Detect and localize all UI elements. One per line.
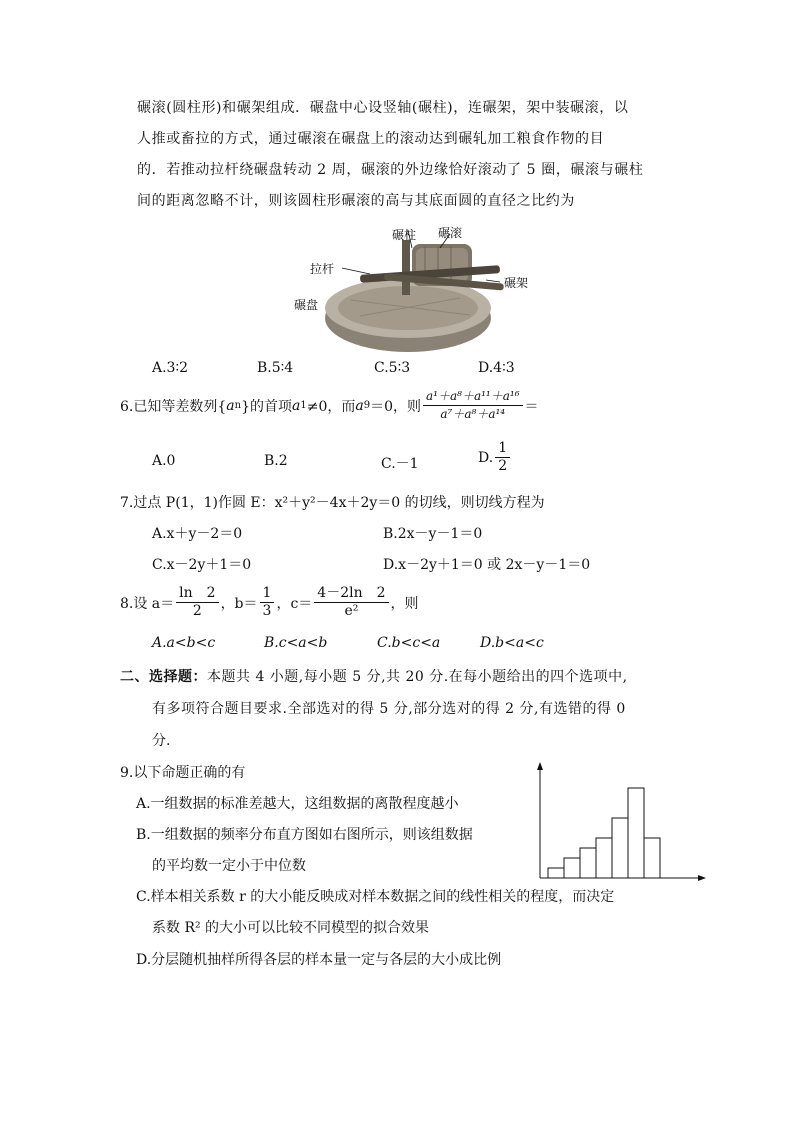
- q9-option-b-line-2: 的平均数一定小于中位数: [152, 858, 306, 874]
- q6-option-c: C.－1: [381, 456, 419, 472]
- q6-a: a: [226, 397, 235, 414]
- q8-b-den: 3: [262, 603, 272, 619]
- histogram-bar: [612, 818, 628, 878]
- histogram-bar: [580, 848, 596, 878]
- q6-a9-sub: 9: [363, 400, 371, 411]
- q8-option-a: A.a<b<c: [152, 635, 216, 651]
- q7-option-a: A.x＋y－2＝0: [152, 526, 243, 542]
- q9-option-a: A.一组数据的标准差越大，这组数据的离散程度越小: [136, 796, 459, 812]
- q6-a1-sub: 1: [300, 400, 307, 411]
- q8-c-num: 4－2ln 2: [314, 585, 388, 603]
- q5-line-4: 间的距离忽略不计，则该圆柱形碾滚的高与其底面圆的直径之比约为: [137, 193, 575, 209]
- q6-option-b: B.2: [264, 453, 288, 469]
- histogram-bars: [548, 788, 660, 878]
- q8-suffix: ，则: [390, 595, 419, 612]
- section2-line1-rest: 本题共 4 小题,每小题 5 分,共 20 分.在每小题给出的四个选项中,: [207, 669, 628, 685]
- q7-option-d: D.x－2y＋1＝0 或 2x－y－1＝0: [383, 557, 591, 573]
- q9-stem: 9.以下命题正确的有: [120, 765, 246, 781]
- q8-stem: [120, 585, 419, 620]
- q7-stem: 7.过点 P(1，1)作圆 E：x²＋y²－4x＋2y＝0 的切线，则切线方程为: [120, 495, 545, 511]
- x-axis-arrow-icon: [698, 875, 706, 881]
- q6-option-d-prefix: D.: [478, 449, 494, 466]
- q5-line-1: 碾滚(圆柱形)和碾架组成．碾盘中心设竖轴(碾柱)，连碾架，架中装碾滚，以: [137, 100, 629, 116]
- q8-option-d: D.b<a<c: [480, 635, 544, 651]
- histogram-bar: [628, 788, 644, 878]
- q8-b-num: 1: [260, 585, 275, 603]
- q8-option-b: B.c<a<b: [264, 635, 328, 651]
- label-plate: 碾盘: [294, 298, 319, 312]
- q6-n: n: [234, 400, 242, 411]
- q8-c-den: e²: [344, 603, 359, 619]
- section2-line-1: [120, 666, 628, 686]
- q8-b-pre: ，b＝: [220, 595, 258, 612]
- q5-option-c: C.5∶3: [374, 360, 411, 376]
- histogram-bar: [548, 868, 564, 878]
- label-roller: 碾滚: [438, 226, 463, 240]
- q6-mid: }的首项: [241, 398, 292, 415]
- q5-option-d: D.4∶3: [478, 360, 515, 376]
- q8-a-num: ln 2: [176, 585, 218, 603]
- section2-line-3: 分.: [152, 733, 171, 749]
- q9-option-c-line-1: C.样本相关系数 r 的大小能反映成对样本数据之间的线性相关的程度，而决定: [136, 889, 615, 905]
- histogram-chart: [530, 760, 710, 885]
- q8-b-fraction: [260, 585, 275, 620]
- q7-option-c: C.x－2y＋1＝0: [152, 557, 252, 573]
- histogram-bar: [564, 858, 580, 878]
- q5-option-a: A.3∶2: [152, 360, 189, 376]
- q8-c-fraction: [314, 585, 388, 620]
- q6-fraction: [423, 388, 522, 423]
- q5-line-2: 人推或畜拉的方式，通过碾滚在碾盘上的滚动达到碾轧加工粮食作物的目: [137, 131, 605, 147]
- millstone-figure: [290, 220, 540, 355]
- q6-option-d-fraction: [495, 440, 510, 475]
- y-axis-arrow-icon: [537, 762, 543, 770]
- section2-line-2: 有多项符合题目要求.全部选对的得 5 分,部分选对的得 2 分,有选错的得 0: [152, 701, 626, 717]
- q6-eq0: ＝0，则: [370, 398, 422, 415]
- label-frame: 碾架: [504, 276, 529, 290]
- q9-option-b-line-1: B.一组数据的频率分布直方图如右图所示，则该组数据: [136, 827, 473, 843]
- histogram-bar: [596, 838, 612, 878]
- histogram-bar: [644, 838, 660, 878]
- q7-option-b: B.2x－y－1＝0: [383, 526, 483, 542]
- q6-numerator: a¹＋a⁸＋a¹¹＋a¹⁶: [423, 388, 522, 406]
- q6-denominator: a⁷＋a⁸＋a¹⁴: [440, 407, 506, 421]
- q6-option-d-num: 1: [495, 440, 510, 458]
- q9-option-d: D.分层随机抽样所得各层的样本量一定与各层的大小成比例: [136, 952, 502, 968]
- q5-option-b: B.5∶4: [257, 360, 294, 376]
- q6-option-d-den: 2: [498, 458, 508, 474]
- q6-a9: a: [355, 397, 364, 414]
- q6-option-d: [478, 440, 512, 475]
- q8-prefix: 8.设 a＝: [120, 595, 175, 612]
- section2-title: 二、选择题：: [120, 669, 207, 685]
- q6-ne0: ≠0，而: [306, 398, 356, 415]
- q8-option-c: C.b<c<a: [377, 635, 441, 651]
- label-rod: 拉杆: [310, 262, 335, 276]
- q6-option-a: A.0: [152, 453, 176, 469]
- q5-line-3: 的．若推动拉杆绕碾盘转动 2 周，碾滚的外边缘恰好滚动了 5 圈，碾滚与碾柱: [137, 162, 644, 178]
- q6-equals: ＝: [524, 398, 539, 415]
- q6-prefix: 6.已知等差数列{: [120, 398, 227, 415]
- q6-a1: a: [292, 397, 301, 414]
- q8-c-pre: ，c＝: [276, 595, 313, 612]
- label-pillar: 碾柱: [392, 228, 417, 242]
- q8-a-fraction: [176, 585, 218, 620]
- q8-a-den: 2: [192, 603, 202, 619]
- q9-option-c-line-2: 系数 R² 的大小可以比较不同模型的拟合效果: [152, 920, 430, 936]
- q6-stem: [120, 388, 539, 423]
